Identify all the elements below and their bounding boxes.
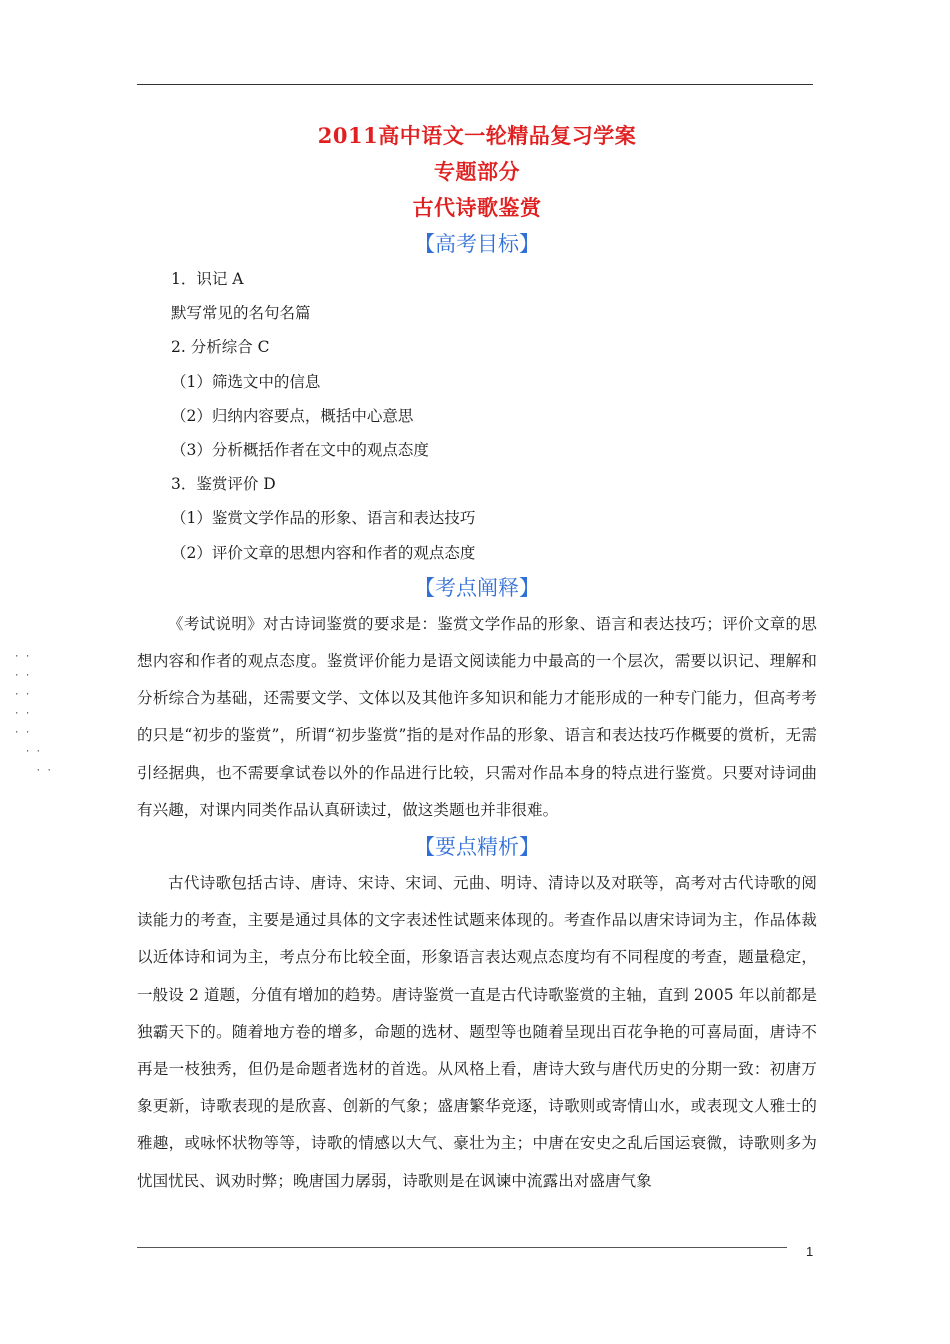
goal-subitem: （3）分析概括作者在文中的观点态度 bbox=[171, 441, 429, 460]
explain-paragraph: 《考试说明》对古诗词鉴赏的要求是：鉴赏文学作品的形象、语言和表达技巧；评价文章的思想内容和作者的观点态度。鉴赏评价能力是语文阅读能力中最高的一个层次，需要以识记、理解和分析综合为基础，还需要文学、文体以及其他许多知识和能力才能形成的一种专门能力，但高考考的只是“初步的鉴赏”，所谓“初步鉴赏”指的是对作品的形象、语言和表达技巧作概要的赏析，无需引经据典，也不需要拿试卷以外的作品进行比较，只需对作品本身的特点进行鉴赏。只要对诗词曲有兴趣，对课内同类作品认真研读过，做这类题也并非很难。 bbox=[137, 614, 817, 819]
margin-mark: · · bbox=[14, 728, 31, 738]
goal-subitem: （1）筛选文中的信息 bbox=[171, 372, 321, 391]
page-number: 1 bbox=[806, 1244, 814, 1259]
document-body bbox=[137, 118, 817, 1200]
goal-item: 1．识记 A bbox=[171, 270, 244, 288]
goal-subitem: 默写常见的名句名篇 bbox=[171, 304, 311, 323]
topic-title: 古代诗歌鉴赏 bbox=[412, 195, 542, 220]
goal-item: 2. 分析综合 C bbox=[171, 338, 270, 357]
footer-rule bbox=[137, 1247, 787, 1248]
margin-mark: · · bbox=[14, 690, 31, 700]
document-subtitle: 专题部分 bbox=[434, 159, 520, 184]
margin-mark: · · bbox=[14, 709, 31, 719]
margin-mark: · · bbox=[14, 652, 31, 662]
goal-subitem: （2）归纳内容要点，概括中心意思 bbox=[171, 406, 414, 425]
goal-subitem: （1）鉴赏文学作品的形象、语言和表达技巧 bbox=[171, 509, 476, 528]
goal-subitem: （2）评价文章的思想内容和作者的观点态度 bbox=[171, 543, 476, 562]
analysis-paragraph: 古代诗歌包括古诗、唐诗、宋诗、宋词、元曲、明诗、清诗以及对联等，高考对古代诗歌的阅读能力的考查，主要是通过具体的文字表述性试题来体现的。考查作品以唐宋诗词为主，作品体裁以近体诗和词为主，考点分布比较全面，形象语言表达观点态度均有不同程度的考查，题量稳定，一般设 2 道题，分值有增加的趋势。唐诗鉴赏一直是古代诗歌鉴赏的主轴，直到 2005 年以前都是独霸天下的。随着地方卷的增多，命题的选材、题型等也随着呈现出百花争艳的可喜局面，唐诗不再是一枝独秀，但仍是命题者选材的首选。从风格上看，唐诗大致与唐代历史的分期一致：初唐万象更新，诗歌表现的是欣喜、创新的气象；盛唐繁华竞逐，诗歌则或寄情山水，或表现文人雅士的雅趣，或咏怀状物等等，诗歌的情感以大气、豪壮为主；中唐在安史之乱后国运衰微，诗歌则多为忧国忧民、讽劝时弊；晚唐国力孱弱，诗歌则是在讽谏中流露出对盛唐气象 bbox=[137, 874, 817, 1190]
section-heading-analysis: 【要点精析】 bbox=[414, 835, 540, 860]
document-title: 2011高中语文一轮精品复习学案 bbox=[317, 123, 637, 148]
goal-item: 3．鉴赏评价 D bbox=[171, 475, 276, 494]
margin-marks bbox=[14, 648, 52, 781]
goals-list bbox=[137, 262, 817, 570]
margin-mark: · · bbox=[14, 766, 52, 776]
section-heading-goals: 【高考目标】 bbox=[414, 232, 540, 256]
section-heading-explain: 【考点阐释】 bbox=[414, 575, 540, 600]
header-rule bbox=[137, 84, 813, 85]
margin-mark: · · bbox=[14, 747, 42, 757]
margin-mark: · · bbox=[14, 671, 31, 681]
